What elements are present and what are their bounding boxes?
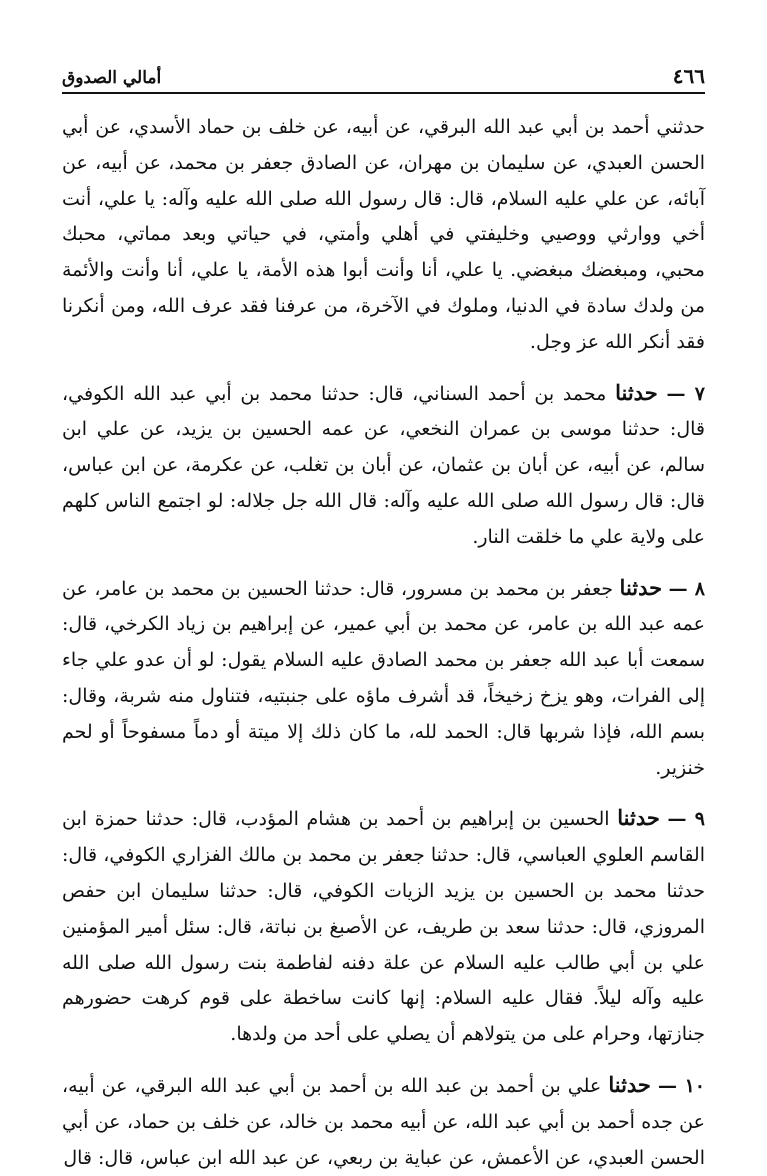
page-header (62, 58, 705, 94)
running-title: أمالي الصدوق (62, 68, 162, 88)
paragraph-text: جعفر بن محمد بن مسرور، قال: حدثنا الحسين بن محمد بن عامر، عن عمه عبد الله بن عامر، عن محمد بن أبي عمير، عن إبراهيم بن زياد الكرخي، قال: سمعت أبا عبد الله جعفر بن محمد الصادق عليه السلام يقول: لو أن عدو علي جاء إلى الفرات، وهو يزخ زخيخاً، قد أشرف ماؤه على جنبتيه، فتناول منه شربة، وقال: بسم الله، فإذا شربها قال: الحمد لله، ما كان ذلك إلا ميتة أو دماً مسفوحاً أو لحم خنزير. (62, 577, 705, 779)
hadith-number: ٨ — (668, 577, 705, 600)
hadith-opener: حدثنا (615, 379, 658, 405)
hadith-opener: حدثنا (617, 805, 660, 831)
paragraph-text: محمد بن أحمد السناني، قال: حدثنا محمد بن أبي عبد الله الكوفي، قال: حدثنا موسى بن عمران النخعي، عن عمه الحسين بن يزيد، عن علي ابن سالم، عن أبيه، عن أبان بن عثمان، عن أبان بن تغلب، عن عكرمة، عن ابن عباس، قال: قال رسول الله صلى الله عليه وآله: قال الله جل جلاله: لو اجتمع الناس كلهم على ولاية علي ما خلقت النار. (62, 382, 705, 548)
paragraph (62, 570, 705, 787)
body-text (62, 110, 706, 1169)
hadith-opener: حدثنا (608, 1071, 651, 1097)
paragraph (62, 110, 705, 361)
page-number: ٤٦٦ (672, 64, 705, 88)
paragraph (62, 1067, 705, 1176)
hadith-number: ١٠ — (657, 1074, 706, 1097)
hadith-number: ٩ — (667, 808, 706, 831)
paragraph-text: علي بن أحمد بن عبد الله بن أحمد بن أبي عبد الله البرقي، عن أبيه، عن جده أحمد بن أبي عبد الله، عن أبيه محمد بن خالد، عن خلف بن حماد، عن أبي الحسن العبدي، عن الأعمش، عن عباية بن ربعي، عن عبد الله ابن عباس، قال: قال (62, 1074, 705, 1169)
paragraph (62, 375, 705, 556)
paragraph-text: حدثني أحمد بن أبي عبد الله البرقي، عن أبيه، عن خلف بن حماد الأسدي، عن أبي الحسن العبدي، عن سليمان بن مهران، عن الصادق جعفر بن محمد، عن أبيه، عن آبائه، عن علي عليه السلام، قال: قال رسول الله صلى الله عليه وآله: يا علي، أنت أخي ووارثي ووصيي وخليفتي في أهلي وأمتي، في حياتي وبعد مماتي، محبك محبي، ومبغضك مبغضي. يا علي، أنا وأنت أبوا هذه الأمة، يا علي، أنا وأنت والأئمة من ولدك سادة في الدنيا، وملوك في الآخرة، من عرفنا فقد عرف الله، ومن أنكرنا فقد أنكر الله عز وجل. (62, 116, 705, 353)
hadith-opener: حدثنا (619, 574, 663, 600)
hadith-number: ٧ — (666, 382, 705, 405)
paragraph-text: الحسين بن إبراهيم بن أحمد بن هشام المؤدب، قال: حدثنا حمزة ابن القاسم العلوي العباسي، قال: حدثنا جعفر بن محمد بن مالك الفزاري الكوفي، قال: حدثنا محمد بن الحسين بن يزيد الزيات الكوفي، قال: حدثنا سليمان ابن حفص المروزي، قال: حدثنا سعد بن طريف، عن الأصبغ بن نباتة، قال: سئل أمير المؤمنين علي بن أبي طالب عليه السلام عن علة دفنه لفاطمة بنت رسول الله صلى الله عليه وآله ليلاً. فقال عليه السلام: إنها كانت ساخطة على قوم كرهت حضورهم جنازتها، وحرام على من يتولاهم أن يصلي على أحد من ولدها. (62, 808, 705, 1046)
paragraph (62, 800, 705, 1053)
